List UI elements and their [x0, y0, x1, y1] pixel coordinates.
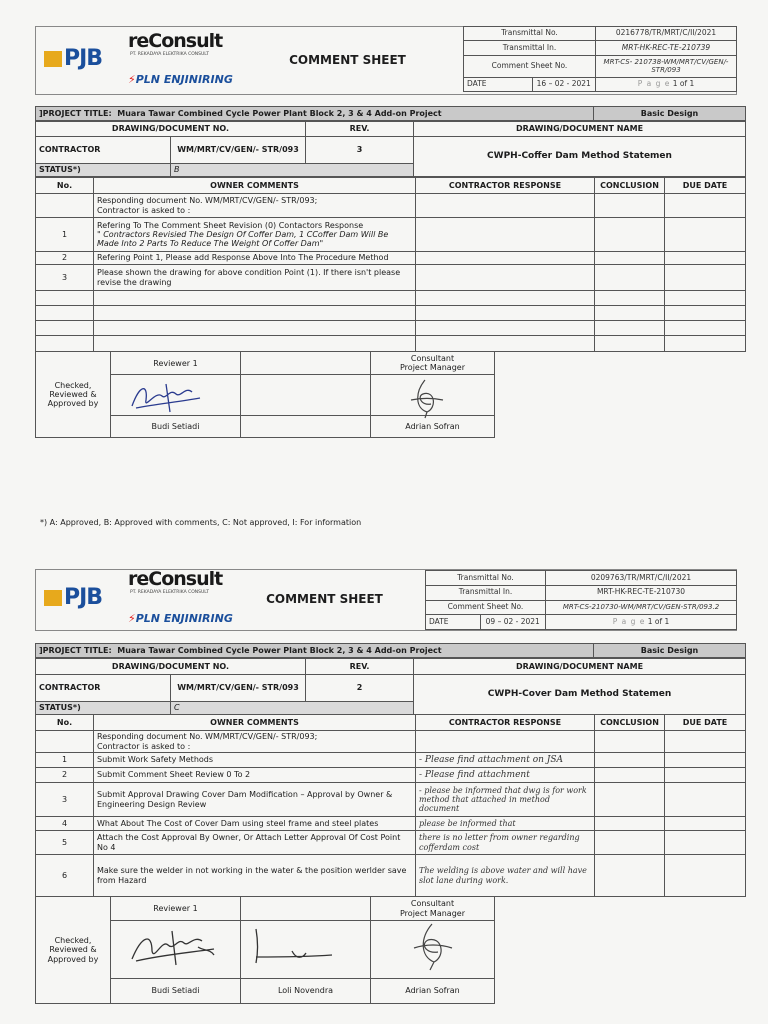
comment-sheet-no-label: Comment Sheet No. — [426, 600, 546, 615]
contractor-label: CONTRACTOR — [36, 137, 171, 164]
pln-logo: ⚡PLN ENJINIRING — [128, 612, 233, 625]
project-title-label: ]PROJECT TITLE: — [39, 108, 112, 118]
comment-no: 5 — [36, 831, 94, 855]
comment-no: 3 — [36, 783, 94, 817]
contractor-response: - please be informed that dwg is for work method that attached in method document — [416, 783, 595, 817]
contractor-response: - Please find attachment — [416, 768, 595, 783]
signature-budi-1 — [126, 378, 206, 416]
page-label: P a g e — [612, 616, 646, 626]
col-no: No. — [36, 178, 94, 194]
transmittal-no-label: Transmittal No. — [426, 571, 546, 586]
transmittal-no-label: Transmittal No. — [464, 27, 596, 41]
reconsult-logo: reConsult — [128, 568, 223, 590]
consultant-label: Consultant Project Manager — [371, 352, 495, 375]
date-value: 16 – 02 - 2021 — [536, 79, 591, 89]
reviewer-label: Reviewer 1 — [111, 897, 241, 921]
consultant-label: Consultant Project Manager — [371, 897, 495, 921]
sheet1-comments-table — [35, 177, 746, 351]
status-value: B — [171, 164, 414, 177]
contractor-label: CONTRACTOR — [36, 675, 171, 702]
consultant-name: Adrian Sofran — [371, 415, 495, 437]
sheet2-project-row — [35, 643, 746, 658]
doc-name: CWPH-Coffer Dam Method Statemen — [414, 137, 746, 177]
comment-no: 3 — [36, 265, 94, 291]
col-doc-no: DRAWING/DOCUMENT NO. — [36, 659, 306, 675]
reviewer-name: Budi Setiadi — [111, 415, 241, 437]
col-conclusion: CONCLUSION — [595, 715, 665, 731]
signature-adrian-1 — [405, 378, 445, 420]
project-title: Muara Tawar Combined Cycle Power Plant Block 2, 3 & 4 Add-on Project — [117, 645, 442, 655]
pjb-logo: PJB — [44, 46, 102, 71]
signature-loli — [248, 925, 338, 970]
col-due-date: DUE DATE — [665, 715, 746, 731]
lightning-icon: ⚡ — [128, 73, 136, 86]
pln-logo: ⚡PLN ENJINIRING — [128, 73, 233, 86]
col-doc-name: DRAWING/DOCUMENT NAME — [414, 122, 746, 137]
transmittal-in: MRT-HK-REC-TE-210730 — [546, 585, 737, 600]
col-doc-no: DRAWING/DOCUMENT NO. — [36, 122, 306, 137]
checked-label: Checked, Reviewed & Approved by — [36, 352, 111, 438]
transmittal-in: MRT-HK-REC-TE-210739 — [596, 41, 737, 55]
intro-text: Responding document No. WM/MRT/CV/GEN/- STR/093; Contractor is asked to : — [94, 731, 416, 753]
comment-no: 6 — [36, 855, 94, 897]
page-title: COMMENT SHEET — [266, 592, 383, 606]
col-owner-comments: OWNER COMMENTS — [94, 715, 416, 731]
col-owner-comments: OWNER COMMENTS — [94, 178, 416, 194]
col-contractor-response: CONTRACTOR RESPONSE — [416, 715, 595, 731]
col-rev: REV. — [306, 659, 414, 675]
sheet2-comments-table — [35, 714, 746, 896]
reviewer2-name: Loli Novendra — [241, 979, 371, 1004]
date-label: DATE — [464, 78, 532, 91]
project-title: Muara Tawar Combined Cycle Power Plant Block 2, 3 & 4 Add-on Project — [117, 108, 442, 118]
comment-sheet-no-label: Comment Sheet No. — [464, 55, 596, 77]
page-value: 1 of 1 — [672, 79, 695, 89]
status-label: STATUS*) — [36, 164, 171, 177]
comment-sheet-no: MRT-CS-210730-WM/MRT/CV/GEN-STR/093.2 — [546, 600, 737, 615]
lightning-icon: ⚡ — [128, 612, 136, 625]
pjb-logo: PJB — [44, 585, 102, 610]
phase: Basic Design — [594, 644, 746, 658]
reconsult-subtitle: PT. REKADAYA ELEKTRIKA CONSULT — [130, 52, 209, 57]
transmittal-in-label: Transmittal In. — [464, 41, 596, 55]
page-value: 1 of 1 — [647, 616, 670, 626]
contractor-response: - Please find attachment on JSA — [416, 753, 595, 768]
project-title-label: ]PROJECT TITLE: — [39, 645, 112, 655]
comment-text: Please shown the drawing for above condition Point (1). If there isn't please revise the drawing — [94, 265, 416, 291]
signature-budi-2 — [128, 925, 218, 970]
page-title: COMMENT SHEET — [289, 53, 406, 67]
status-value: C — [171, 702, 414, 715]
sheet1-meta-table — [463, 26, 737, 92]
sheet1-project-row — [35, 106, 746, 121]
status-legend: *) A: Approved, B: Approved with comments, C: Not approved, I: For information — [40, 518, 362, 527]
comment-text: Submit Work Safety Methods — [94, 753, 416, 768]
status-label: STATUS*) — [36, 702, 171, 715]
col-contractor-response: CONTRACTOR RESPONSE — [416, 178, 595, 194]
pjb-mark-icon — [44, 51, 62, 67]
comment-text: Refering To The Comment Sheet Revision (0) Contactors Response " Contractors Revisied The Design Of Coffer Dam, 1 CCoffer Dam Will Be Made Into 2 Parts To Reduce The Weight Of Coffer Dam" — [94, 218, 416, 252]
contractor-response: The welding is above water and will have slot lane during work. — [416, 855, 595, 897]
col-conclusion: CONCLUSION — [595, 178, 665, 194]
sheet2-meta-table — [425, 570, 737, 630]
contractor-response: there is no letter from owner regarding cofferdam cost — [416, 831, 595, 855]
comment-no: 2 — [36, 252, 94, 265]
comment-no: 4 — [36, 817, 94, 831]
sheet1-doc-table — [35, 121, 746, 177]
comment-sheet-no: MRT-CS- 210738-WM/MRT/CV/GEN/- STR/093 — [596, 55, 737, 77]
date-value: 09 – 02 - 2021 — [485, 616, 540, 626]
phase: Basic Design — [594, 107, 746, 121]
comment-no: 1 — [36, 218, 94, 252]
consultant-name: Adrian Sofran — [371, 979, 495, 1004]
signature-adrian-2 — [408, 922, 454, 972]
transmittal-no: 0216778/TR/MRT/C/II/2021 — [596, 27, 737, 41]
reviewer-name: Budi Setiadi — [111, 979, 241, 1004]
col-no: No. — [36, 715, 94, 731]
sheet2-doc-table — [35, 658, 746, 714]
doc-no: WM/MRT/CV/GEN/- STR/093 — [171, 137, 306, 164]
doc-name: CWPH-Cover Dam Method Statemen — [414, 675, 746, 715]
rev: 2 — [306, 675, 414, 702]
comment-text: Attach the Cost Approval By Owner, Or Attach Letter Approval Of Cost Point No 4 — [94, 831, 416, 855]
comment-no: 2 — [36, 768, 94, 783]
reviewer-label: Reviewer 1 — [111, 352, 241, 375]
col-rev: REV. — [306, 122, 414, 137]
col-doc-name: DRAWING/DOCUMENT NAME — [414, 659, 746, 675]
comment-text: Submit Approval Drawing Cover Dam Modification – Approval by Owner & Engineering Design Review — [94, 783, 416, 817]
comment-text: What About The Cost of Cover Dam using steel frame and steel plates — [94, 817, 416, 831]
intro-text: Responding document No. WM/MRT/CV/GEN/- STR/093; Contractor is asked to : — [94, 194, 416, 218]
pjb-mark-icon — [44, 590, 62, 606]
reconsult-logo: reConsult — [128, 30, 223, 52]
contractor-response: please be informed that — [416, 817, 595, 831]
comment-text: Submit Comment Sheet Review 0 To 2 — [94, 768, 416, 783]
transmittal-no: 0209763/TR/MRT/C/II/2021 — [546, 571, 737, 586]
rev: 3 — [306, 137, 414, 164]
page-label: P a g e — [637, 79, 671, 89]
reconsult-subtitle: PT. REKADAYA ELEKTRIKA CONSULT — [130, 590, 209, 595]
col-due-date: DUE DATE — [665, 178, 746, 194]
transmittal-in-label: Transmittal In. — [426, 585, 546, 600]
comment-no: 1 — [36, 753, 94, 768]
date-label: DATE — [426, 615, 480, 629]
doc-no: WM/MRT/CV/GEN/- STR/093 — [171, 675, 306, 702]
comment-text: Refering Point 1, Please add Response Above Into The Procedure Method — [94, 252, 416, 265]
checked-label: Checked, Reviewed & Approved by — [36, 897, 111, 1004]
comment-text: Make sure the welder in not working in the water & the position werlder save from Hazard — [94, 855, 416, 897]
